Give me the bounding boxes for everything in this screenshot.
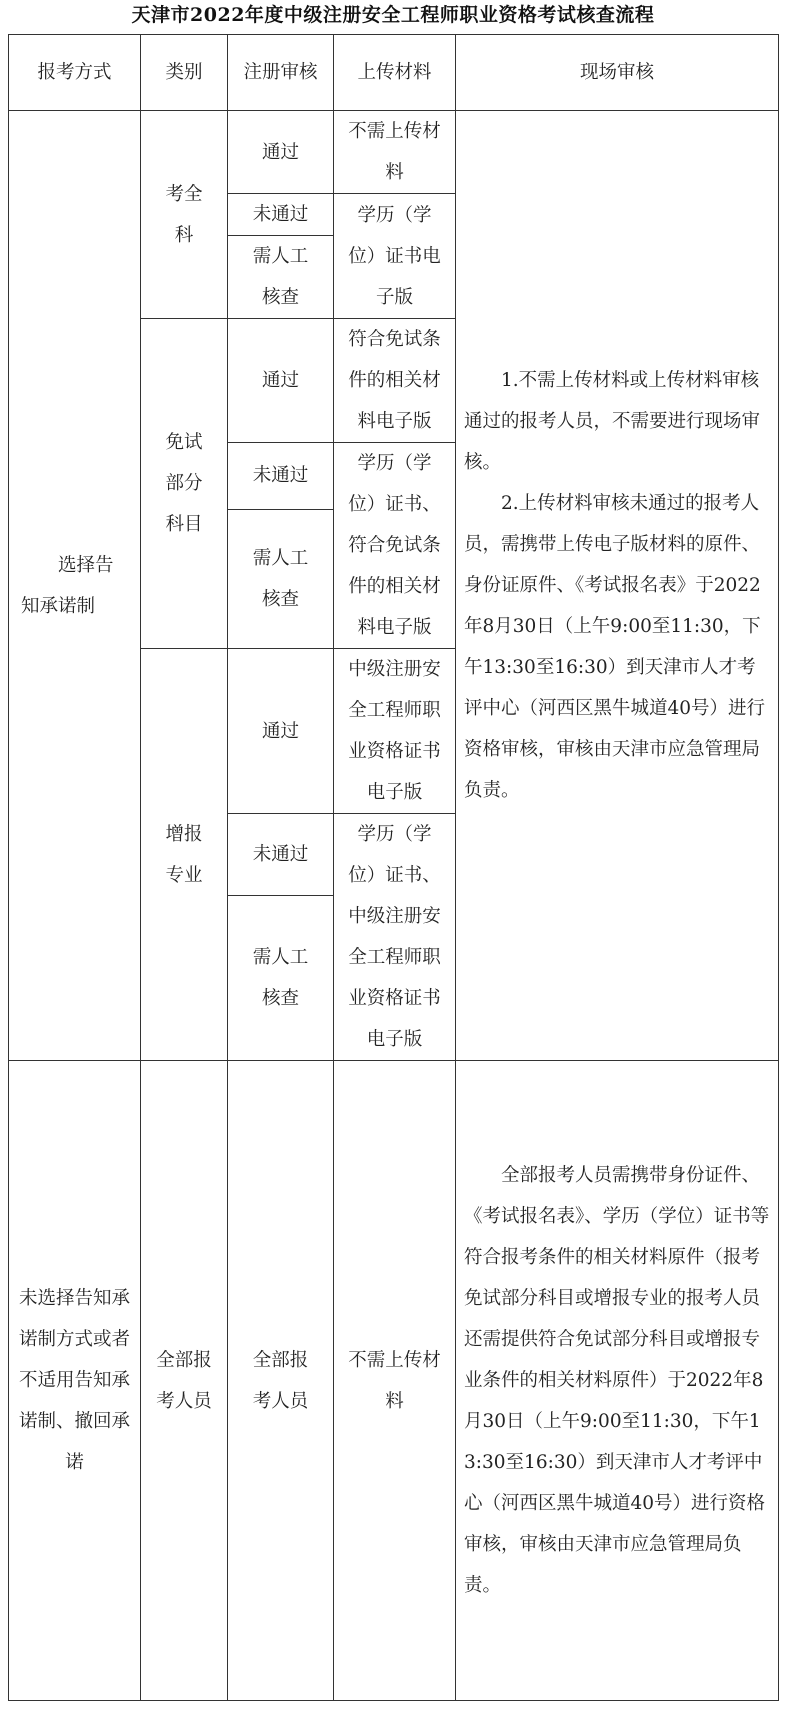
review-process-table [8,34,779,1701]
material-cell-all: 不需上传材料 [334,1061,456,1701]
category-cell-additional: 增报专业 [141,649,228,1061]
category-cell-exempt: 免试部分科目 [141,319,228,649]
review-manual: 需人工核查 [228,236,334,319]
onsite-para-1: 1.不需上传材料或上传材料审核通过的报考人员，不需要进行现场审核。 [464,370,761,473]
review-cell-all: 全部报考人员 [228,1061,334,1701]
material-cell: 学历（学位）证书、符合免试条件的相关材料电子版 [334,443,456,649]
header-onsite-review: 现场审核 [456,35,779,111]
material-cell: 学历（学位）证书、中级注册安全工程师职业资格证书电子版 [334,814,456,1061]
review-manual: 需人工核查 [228,895,334,1060]
category-cell-full: 考全科 [141,111,228,319]
method-cell-commitment: 选择告知承诺制 [9,111,141,1061]
onsite-review-cell-all [456,1061,779,1701]
table-row [9,111,779,194]
material-cell: 中级注册安全工程师职业资格证书电子版 [334,649,456,814]
onsite-review-cell-commitment [456,111,779,1061]
header-registration-review: 注册审核 [228,35,334,111]
material-cell: 学历（学位）证书电子版 [334,194,456,319]
header-upload-material: 上传材料 [334,35,456,111]
category-cell-all: 全部报考人员 [141,1061,228,1701]
material-cell: 符合免试条件的相关材料电子版 [334,319,456,443]
method-cell-no-commitment: 未选择告知承诺制方式或者不适用告知承诺制、撤回承诺 [9,1061,141,1701]
review-manual: 需人工核查 [228,509,334,648]
review-fail: 未通过 [228,443,334,510]
table-row [9,1061,779,1701]
table-header-row [9,35,779,111]
review-pass: 通过 [228,111,334,194]
header-category: 类别 [141,35,228,111]
onsite-para-2: 2.上传材料审核未通过的报考人员，需携带上传电子版材料的原件、身份证原件、《考试报名表》于2022年8月30日（上午9:00至11:30，下午13:30至16:30）到天津市人才考评中心（河西区黑牛城道40号）进行资格审核，审核由天津市应急管理局负责。 [464,493,766,801]
review-pass: 通过 [228,649,334,814]
review-pass: 通过 [228,319,334,443]
onsite-para-all: 全部报考人员需携带身份证件、《考试报名表》、学历（学位）证书等符合报考条件的相关材料原件（报考免试部分科目或增报专业的报考人员还需提供符合免试部分科目或增报专业条件的相关材料原件）于2022年8月30日（上午9:00至11:30，下午13:30至16:30）到天津市人才考评中心（河西区黑牛城道40号）进行资格审核，审核由天津市应急管理局负责。 [464,1165,770,1596]
review-fail: 未通过 [228,194,334,236]
page-title: 天津市2022年度中级注册安全工程师职业资格考试核查流程 [131,4,655,26]
review-fail: 未通过 [228,814,334,896]
header-method: 报考方式 [9,35,141,111]
material-cell: 不需上传材料 [334,111,456,194]
